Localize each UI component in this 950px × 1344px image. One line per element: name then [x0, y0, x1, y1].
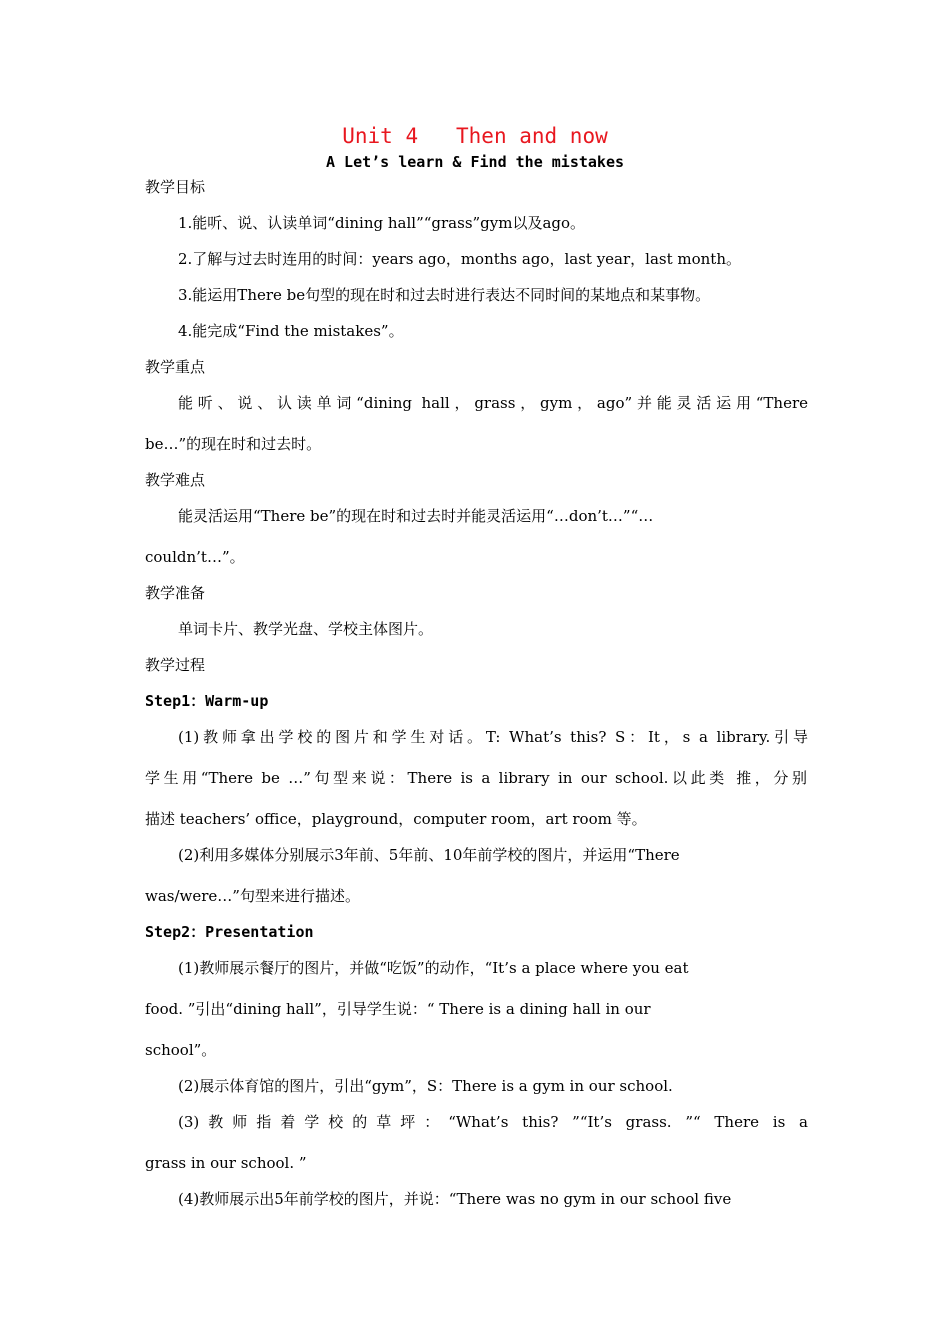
preparation-line: 单词卡片、教学光盘、学校主体图片。: [178, 620, 434, 638]
step1-para1-line-2: 学生用“There be …”句型来说：There is a library in our school.以此类 推，分别: [145, 769, 807, 787]
step1-heading: Step1：Warm-up: [145, 692, 269, 710]
heading-process: 教学过程: [145, 656, 206, 674]
difficulties-line-1: 能灵活运用“There be”的现在时和过去时并能灵活运用“…don’t…”“…: [178, 507, 654, 525]
document-subtitle: A Let’s learn & Find the mistakes: [325, 153, 624, 171]
step1-para1-line-3: 描述 teachers’ office，playground，computer room，art room 等。: [145, 810, 647, 828]
key-points-line-2: be…”的现在时和过去时。: [145, 435, 322, 453]
heading-difficulties: 教学难点: [145, 471, 206, 489]
heading-key-points: 教学重点: [145, 358, 206, 376]
difficulties-line-2: couldn’t…”。: [145, 548, 245, 566]
step2-para3-line-2: grass in our school. ”: [145, 1154, 307, 1172]
step1-para1-line-1: (1)教师拿出学校的图片和学生对话。T: What’s this? S：It，s a library.引导: [178, 728, 808, 746]
step2-para4-line-1: (4)教师展示出5年前学校的图片，并说：“There was no gym in our school five: [178, 1190, 732, 1208]
step2-para1-line-2: food. ”引出“dining hall”，引导学生说：“ There is a dining hall in our: [145, 1000, 651, 1018]
heading-objectives: 教学目标: [145, 178, 206, 196]
document-title: Unit 4 Then and now: [342, 124, 608, 148]
heading-preparation: 教学准备: [145, 584, 206, 602]
objective-1: 1.能听、说、认读单词“dining hall”“grass”gym以及ago。: [178, 214, 586, 232]
key-points-line-1: 能听、说、认读单词“dining hall，grass，gym，ago”并能灵活运用“There: [178, 394, 808, 412]
step2-para2-line: (2)展示体育馆的图片，引出“gym”，S：There is a gym in our school.: [178, 1077, 673, 1095]
step1-para2-line-1: (2)利用多媒体分别展示3年前、5年前、10年前学校的图片，并运用“There: [178, 846, 680, 864]
objective-4: 4.能完成“Find the mistakes”。: [178, 322, 404, 340]
step1-para2-line-2: was/were…”句型来进行描述。: [145, 887, 360, 905]
step2-para1-line-1: (1)教师展示餐厅的图片，并做“吃饭”的动作，“It’s a place where you eat: [178, 959, 689, 977]
step2-heading: Step2：Presentation: [145, 923, 314, 941]
step2-para3-line-1: (3)教师指着学校的草坪：“What’s this? ”“It’s grass. ”“ There is a: [178, 1113, 808, 1131]
objective-3: 3.能运用There be句型的现在时和过去时进行表达不同时间的某地点和某事物。: [178, 286, 711, 304]
step2-para1-line-3: school”。: [145, 1041, 217, 1059]
objective-2: 2.了解与过去时连用的时间：years ago，months ago，last year，last month。: [178, 250, 741, 268]
